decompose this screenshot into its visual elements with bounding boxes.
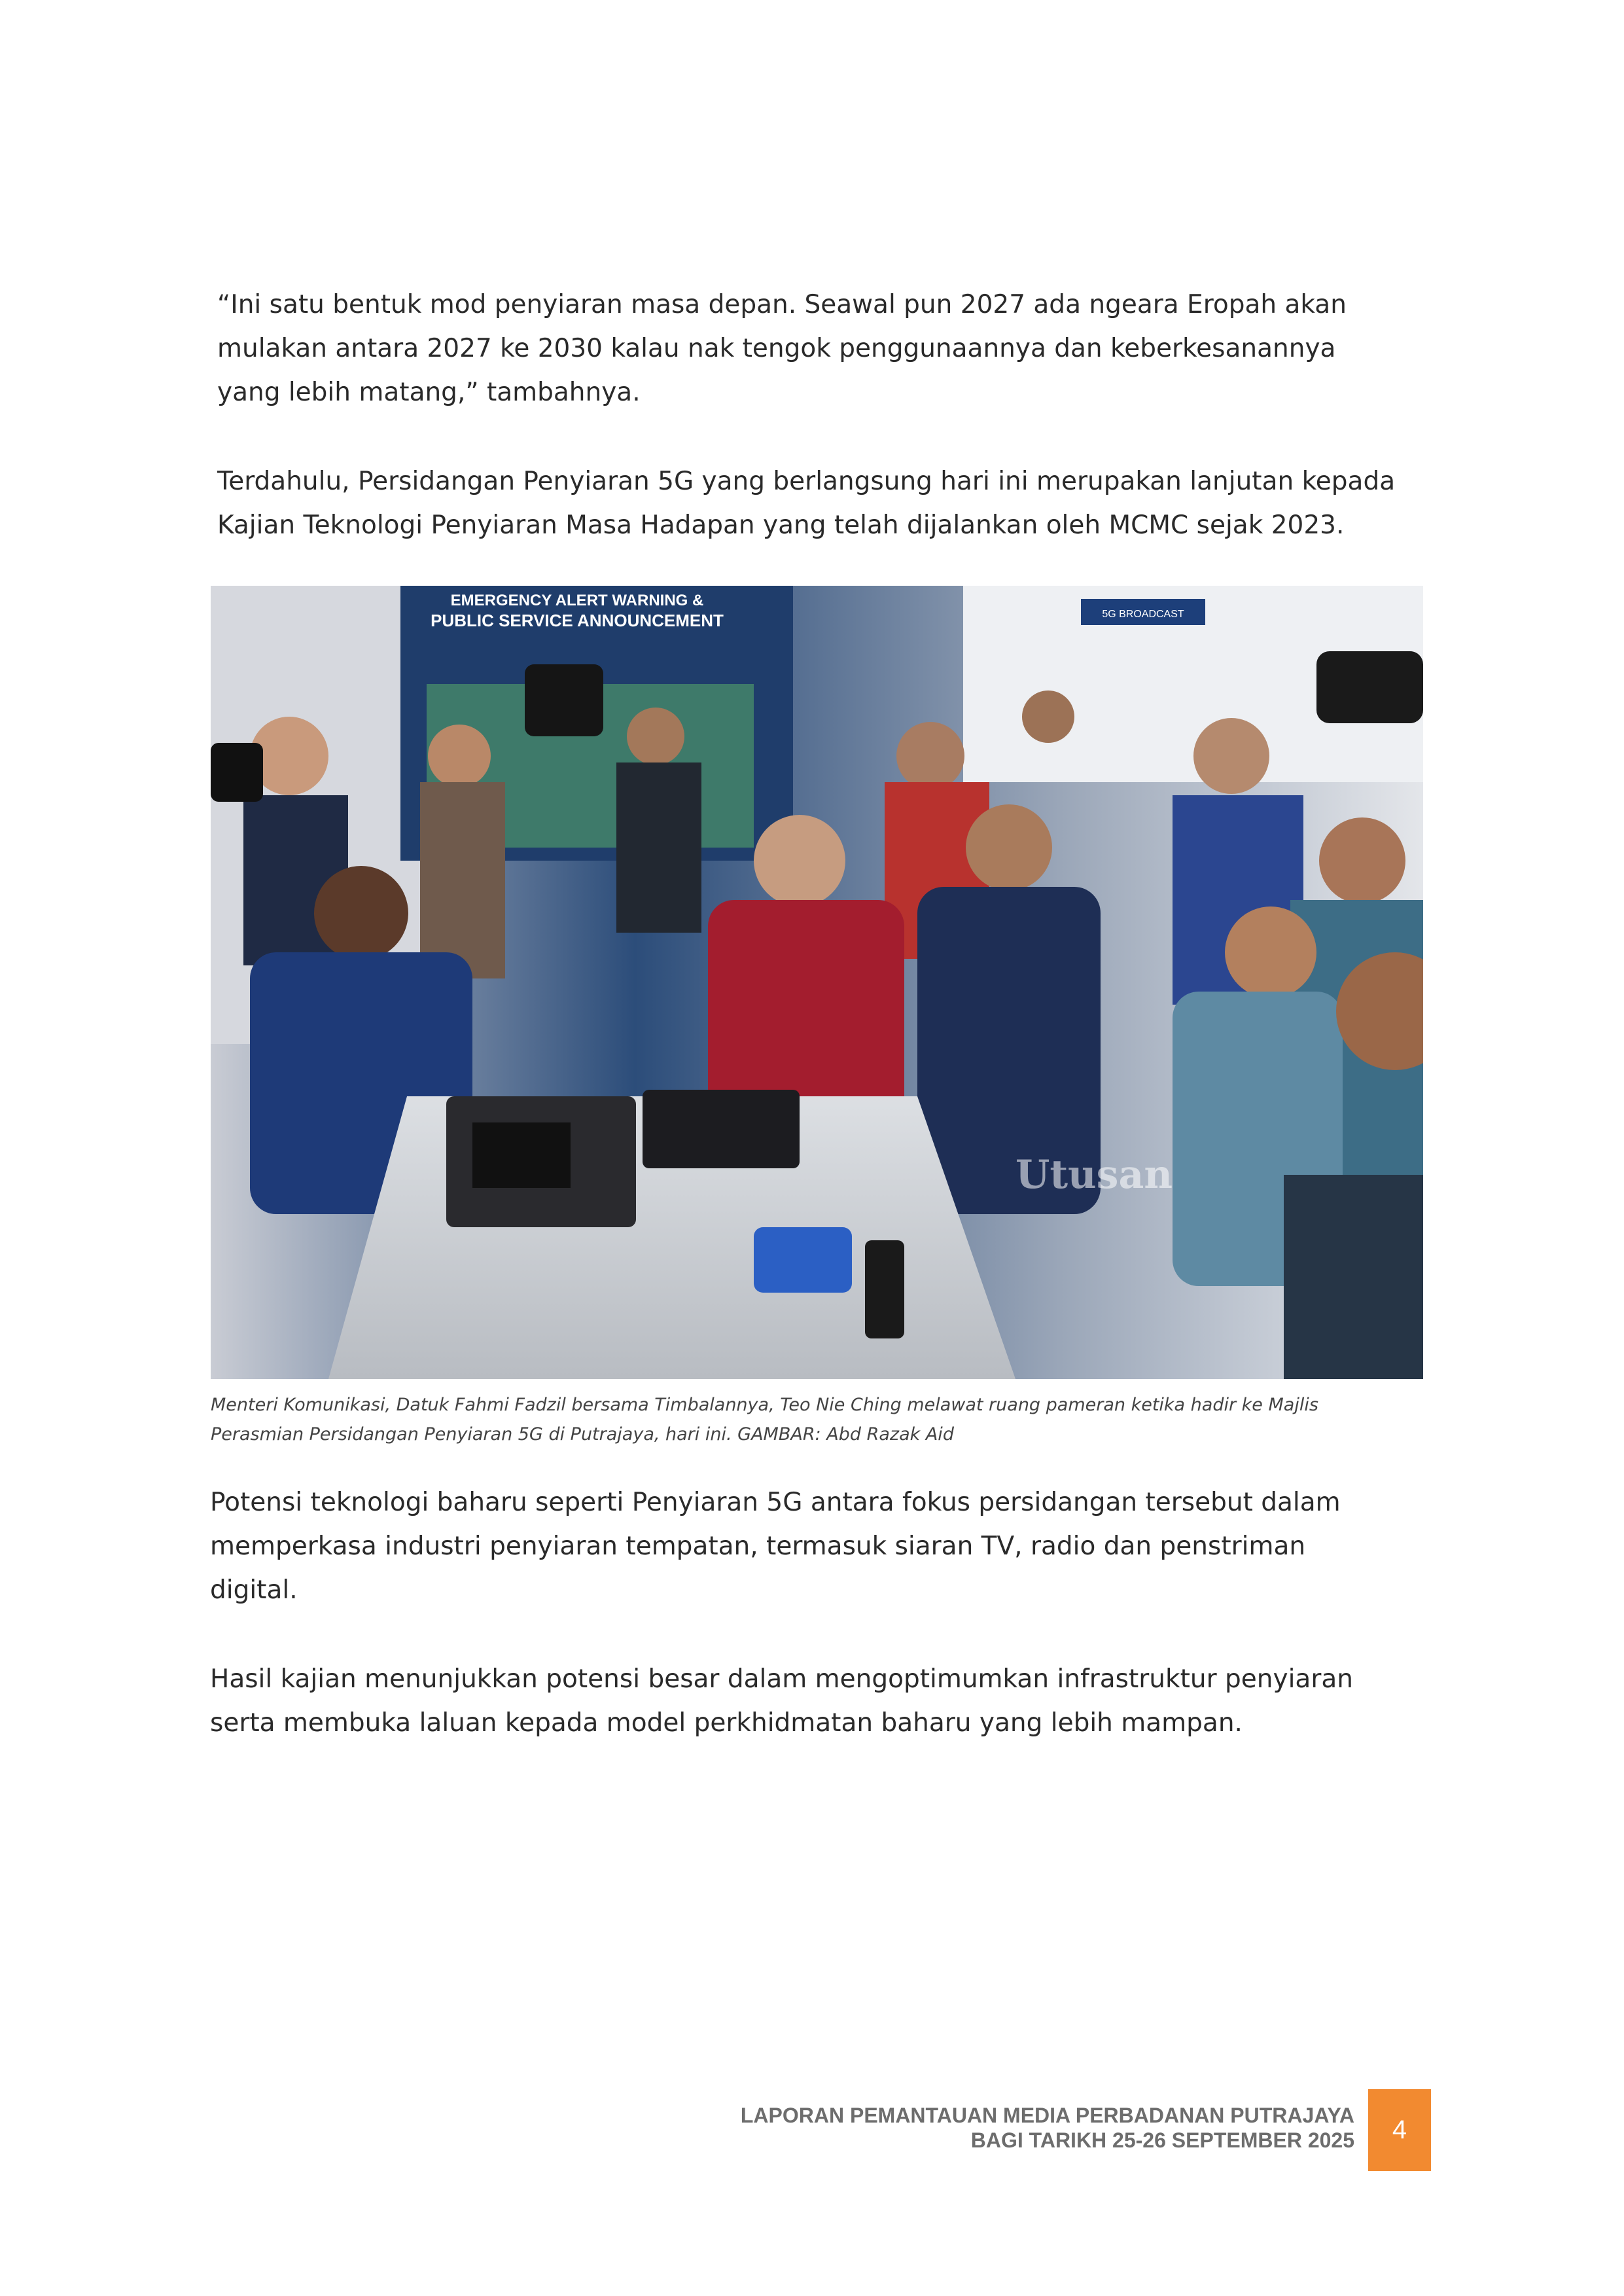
banner-text-line1: EMERGENCY ALERT WARNING & bbox=[450, 592, 704, 609]
phone-device bbox=[754, 1227, 852, 1293]
booth-sign: 5G BROADCAST bbox=[1102, 609, 1184, 620]
article-paragraph-4 bbox=[210, 1657, 1353, 1745]
footer-date: BAGI TARIKH 25-26 SEPTEMBER 2025 bbox=[970, 2128, 1354, 2152]
paragraph-line: mulakan antara 2027 ke 2030 kalau nak tengok penggunaannya dan keberkesanannya bbox=[217, 334, 1336, 363]
footer-title: LAPORAN PEMANTAUAN MEDIA PERBADANAN PUTRAJAYA bbox=[740, 2104, 1354, 2127]
caption-line: Menteri Komunikasi, Datuk Fahmi Fadzil bersama Timbalannya, Teo Nie Ching melawat ruang pameran ketika hadir ke Majlis bbox=[211, 1395, 1318, 1415]
photo-caption bbox=[211, 1390, 1318, 1449]
paragraph-line: Hasil kajian menunjukkan potensi besar dalam mengoptimumkan infrastruktur penyiaran bbox=[210, 1664, 1353, 1694]
keypad-device bbox=[643, 1090, 800, 1168]
photo-watermark: Utusan bbox=[1015, 1152, 1173, 1198]
paragraph-line: Potensi teknologi baharu seperti Penyiaran 5G antara fokus persidangan tersebut dalam bbox=[210, 1488, 1341, 1517]
banner-text-line2: PUBLIC SERVICE ANNOUNCEMENT bbox=[431, 611, 724, 630]
news-photo bbox=[211, 586, 1423, 1379]
camera-icon bbox=[1316, 651, 1423, 723]
article-paragraph-1 bbox=[217, 283, 1347, 414]
page-number: 4 bbox=[1368, 2089, 1431, 2171]
paragraph-line: Terdahulu, Persidangan Penyiaran 5G yang berlangsung hari ini merupakan lanjutan kepada bbox=[217, 467, 1396, 496]
camera-icon bbox=[525, 664, 603, 736]
camera-icon bbox=[211, 743, 263, 802]
paragraph-line: yang lebih matang,” tambahnya. bbox=[217, 378, 641, 407]
photo-illustration bbox=[211, 586, 1423, 1379]
caption-line: Perasmian Persidangan Penyiaran 5G di Putrajaya, hari ini. GAMBAR: Abd Razak Aid bbox=[211, 1424, 954, 1444]
paragraph-line: memperkasa industri penyiaran tempatan, termasuk siaran TV, radio dan penstriman bbox=[210, 1532, 1306, 1561]
paragraph-line: Kajian Teknologi Penyiaran Masa Hadapan yang telah dijalankan oleh MCMC sejak 2023. bbox=[217, 511, 1345, 540]
article-paragraph-3 bbox=[210, 1480, 1341, 1612]
paragraph-line: serta membuka laluan kepada model perkhidmatan baharu yang lebih mampan. bbox=[210, 1708, 1243, 1738]
paragraph-line: “Ini satu bentuk mod penyiaran masa depan. Seawal pun 2027 ada ngeara Eropah akan bbox=[217, 290, 1347, 319]
paragraph-line: digital. bbox=[210, 1575, 298, 1605]
article-paragraph-2 bbox=[217, 459, 1395, 547]
report-footer bbox=[741, 2103, 1354, 2153]
